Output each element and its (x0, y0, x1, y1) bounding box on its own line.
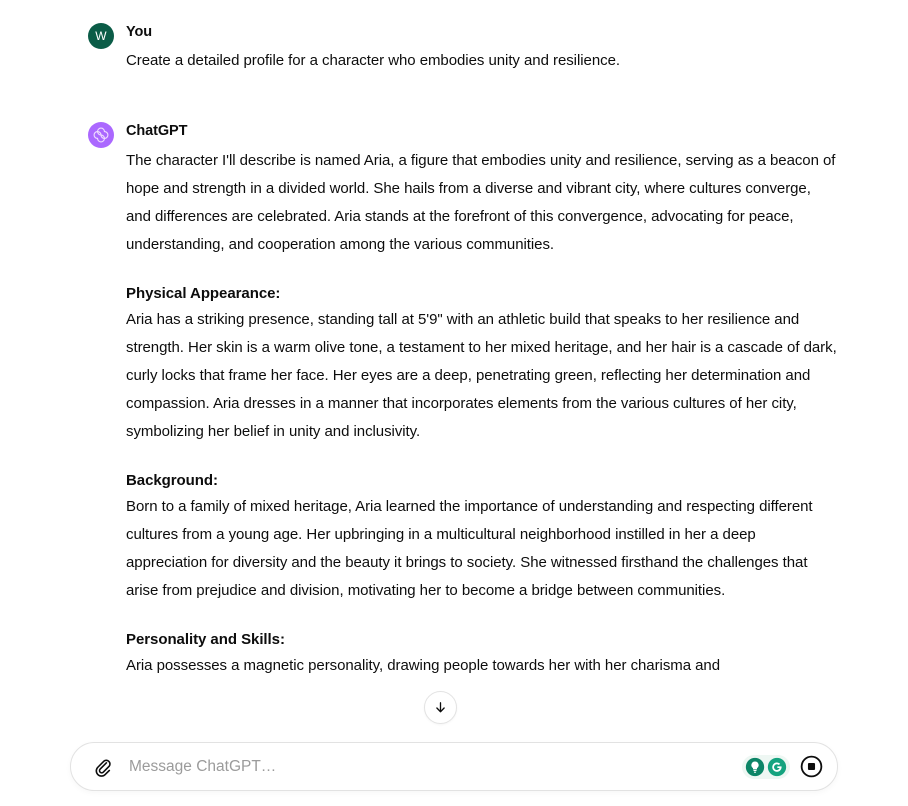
grammarly-extension-pill[interactable] (742, 755, 790, 779)
attach-file-button[interactable] (88, 752, 118, 782)
composer-actions (742, 755, 823, 779)
lightbulb-icon[interactable] (745, 757, 765, 777)
paragraph: Aria has a striking presence, standing tall at 5'9" with an athletic build that speaks to her resilience and strength. Her skin is a warm olive tone, a testament to her mixed heritage, and her hair is a cascade of dark, curly locks that frame her face. Her eyes are a deep, penetrating green, reflecting her determination and compassion. Aria dresses in a manner that incorporates elements from the various cultures of her city, symbolizing her belief in unity and inclusivity. (126, 311, 837, 440)
paragraph: Born to a family of mixed heritage, Aria learned the importance of understanding and respecting different cultures from a young age. Her upbringing in a multicultural neighborhood instilled in her a deep appreciation for diversity and the beauty it brings to society. She witnessed firsthand the challenges that arise from prejudice and division, motivating her to become a bridge between communities. (126, 498, 813, 599)
stop-generating-button[interactable] (800, 755, 823, 778)
message-author: You (126, 24, 153, 40)
arrow-down-icon (433, 700, 448, 715)
message-composer[interactable] (70, 742, 838, 791)
paragraph: Create a detailed profile for a character who embodies unity and resilience. (126, 52, 620, 69)
message-user (0, 22, 908, 74)
grammarly-logo-icon[interactable] (767, 757, 787, 777)
paragraph: Aria possesses a magnetic personality, drawing people towards her with her charisma and (126, 657, 721, 674)
section-heading: Background: (126, 472, 218, 489)
user-avatar-initial: W (95, 29, 107, 43)
scroll-to-bottom-button[interactable] (424, 691, 457, 724)
section-heading: Physical Appearance: (126, 285, 281, 302)
message-assistant (0, 121, 908, 680)
stop-generating-icon (800, 755, 823, 778)
message-body (126, 48, 838, 74)
paperclip-icon (93, 757, 113, 777)
avatar (88, 23, 114, 49)
paragraph: The character I'll describe is named Aria, a figure that embodies unity and resilience, serving as a beacon of hope and strength in a divided world. She hails from a diverse and vibrant city, where cultures converge, and differences are celebrated. Aria stands at the forefront of this convergence, advocating for peace, understanding, and cooperation among the various communities. (126, 152, 836, 253)
message-body (126, 147, 838, 680)
message-author: ChatGPT (126, 123, 188, 139)
openai-logo-icon (92, 126, 110, 144)
avatar (88, 122, 114, 148)
composer-area (0, 742, 908, 806)
message-input[interactable] (129, 753, 742, 781)
section-heading: Personality and Skills: (126, 631, 285, 648)
